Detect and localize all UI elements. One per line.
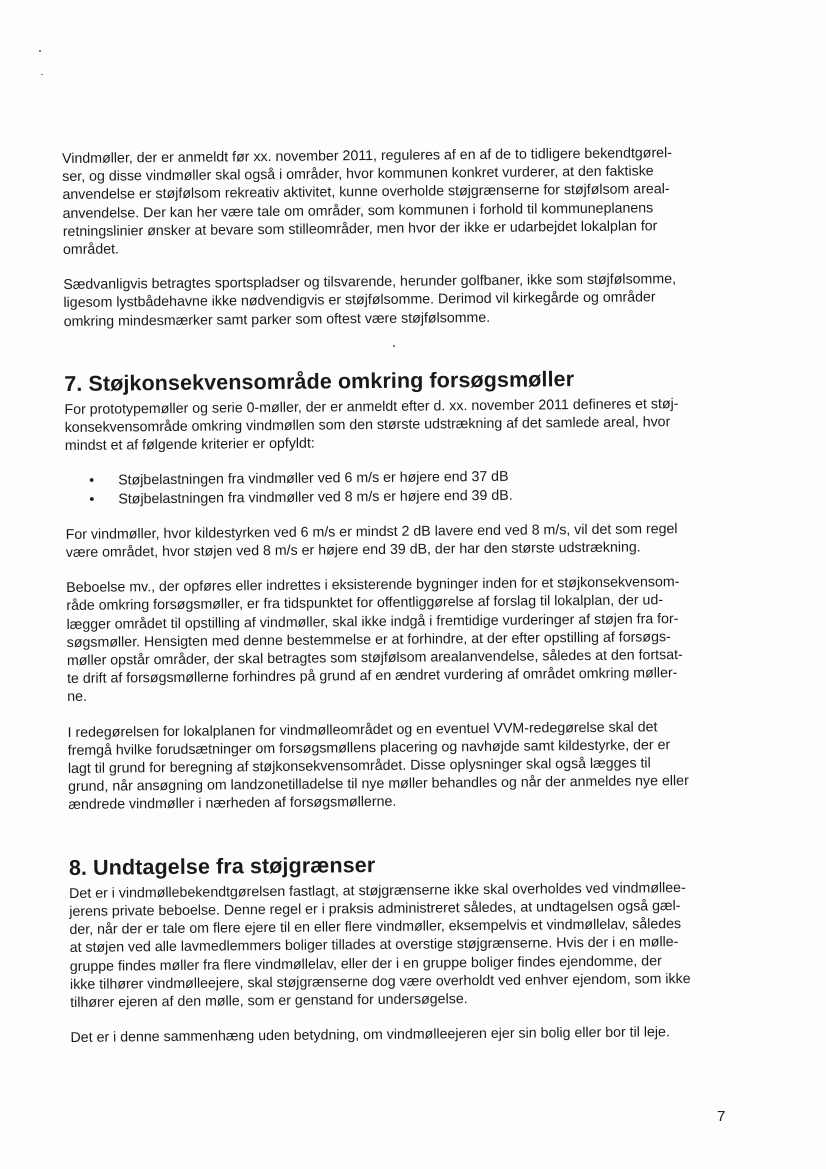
intro-paragraph-2: Sædvanligvis betragtes sportspladser og tilsvarende, herunder golfbaner, ikke som støjfølsomme, ligesom lystbådehavne ikke nødvendigvis er støjfølsomme. Derimod vil kirkegårde og områder omkring mindesmærker samt parker som oftest være støjfølsomme.: [63, 271, 677, 330]
criteria-list-item: • Støjbelastningen fra vindmøller ved 8 m/s er højere end 39 dB.: [89, 484, 737, 508]
section-7-paragraph-2: For vindmøller, hvor kildestyrken ved 6 m/s er mindst 2 dB lavere end ved 8 m/s, vil det som regel være området, hvor støjen ved 8 m/s er højere end 39 dB, der har den største udstrækning.: [65, 520, 678, 562]
page-number: 7: [717, 1108, 726, 1125]
section-7-paragraph-4: I redegørelsen for lokalplanen for vindmølleområdet og en eventuel VVM-redegørelse skal det fremgå hvilke forudsætninger om forsøgsmøllens placering og navhøjde samt kildestyrke, der er lagt til grund for beregning af støjkonsekvensområdet. Disse oplysninger skal også lægges til grund, når ansøgning om landzonetilladelse til nye møller behandles og når der anmeldes nye eller ændrede vindmøller i nærheden af forsøgsmøllerne.: [67, 718, 689, 814]
section-8-paragraph-2: Det er i denne sammenhæng uden betydning, om vindmølleejeren ejer sin bolig eller bor til leje.: [70, 1024, 670, 1047]
section-7-paragraph-3: Beboelse mv., der opføres eller indrettes i eksisterende bygninger inden for et støjkonsekvensom- råde omkring forsøgsmøller, er fra tidspunktet for offentliggørelse af forslag til lokalplan, der ud- lægger området til opstilling af vindmøller, skal ikke indgå i fremtidige vurderinger af støjen fra for- søgsmøller. Hensigten med denne bestemmelse er at forhindre, at der efter opstilling af forsøgs- møller opstår områder, der skal betragtes som støjfølsom arealanvendelse, således at den fortsat- te drift af forsøgsmøllerne forhindres på grund af en ændret vurdering af området omkring møller- ne.: [66, 574, 683, 706]
document-body: [62, 144, 743, 1065]
scan-speck: [41, 74, 43, 75]
section-8-paragraph-1: Det er i vindmøllebekendtgørelsen fastlagt, at støjgrænserne ikke skal overholdes ved vindmøllee- jerens private beboelse. Denne regel er i praksis administreret således, at undtagelsen også gæl- der, når der er tale om flere ejere til en eller flere vindmøller, eksempelvis et vindmøllelav, således at støjen ved alle lavmedlemmers boliger tillades at overstige støjgrænserne. Hvis der i en mølle- gruppe findes møller fra flere vindmøllelav, eller der i en gruppe boliger findes ejendomme, der ikke tilhører vindmølleejere, skal støjgrænserne dog være overholdt ved enhver ejendom, som ikke tilhører ejeren af den mølle, som er genstand for undersøgelse.: [69, 879, 691, 1011]
intro-paragraph-1: Vindmøller, der er anmeldt før xx. november 2011, reguleres af en af de to tidligere bekendtgørel- ser, og disse vindmøller skal også i områder, hvor kommunen konkret vurderer, at den faktiske anvendelse er støjfølsom rekreativ aktivitet, kunne overholde støjgrænserne for støjfølsom areal- anvendelse. Der kan her være tale om områder, som kommunen i forhold til kommuneplanens retningslinier ønsker at bevare som stilleområder, men hvor der ikke er udarbejdet lokalplan for området.: [62, 145, 672, 259]
section-8-heading: 8. Undtagelse fra støjgrænser: [68, 852, 376, 880]
scan-speck: [39, 50, 41, 52]
section-7-paragraph-1: For prototypemøller og serie 0-møller, der er anmeldt efter d. xx. november 2011 defineres et støj- konsekvensområde omkring vindmøllen som den største udstrækning af det samlede areal, hvor mindst et af følgende kriterier er opfyldt:: [64, 395, 679, 455]
criteria-list: [65, 466, 737, 509]
criteria-list-item: • Støjbelastningen fra vindmøller ved 6 m/s er højere end 37 dB: [89, 466, 737, 490]
section-7-heading: 7. Støjkonsekvensområde omkring forsøgsmøller: [64, 366, 575, 396]
